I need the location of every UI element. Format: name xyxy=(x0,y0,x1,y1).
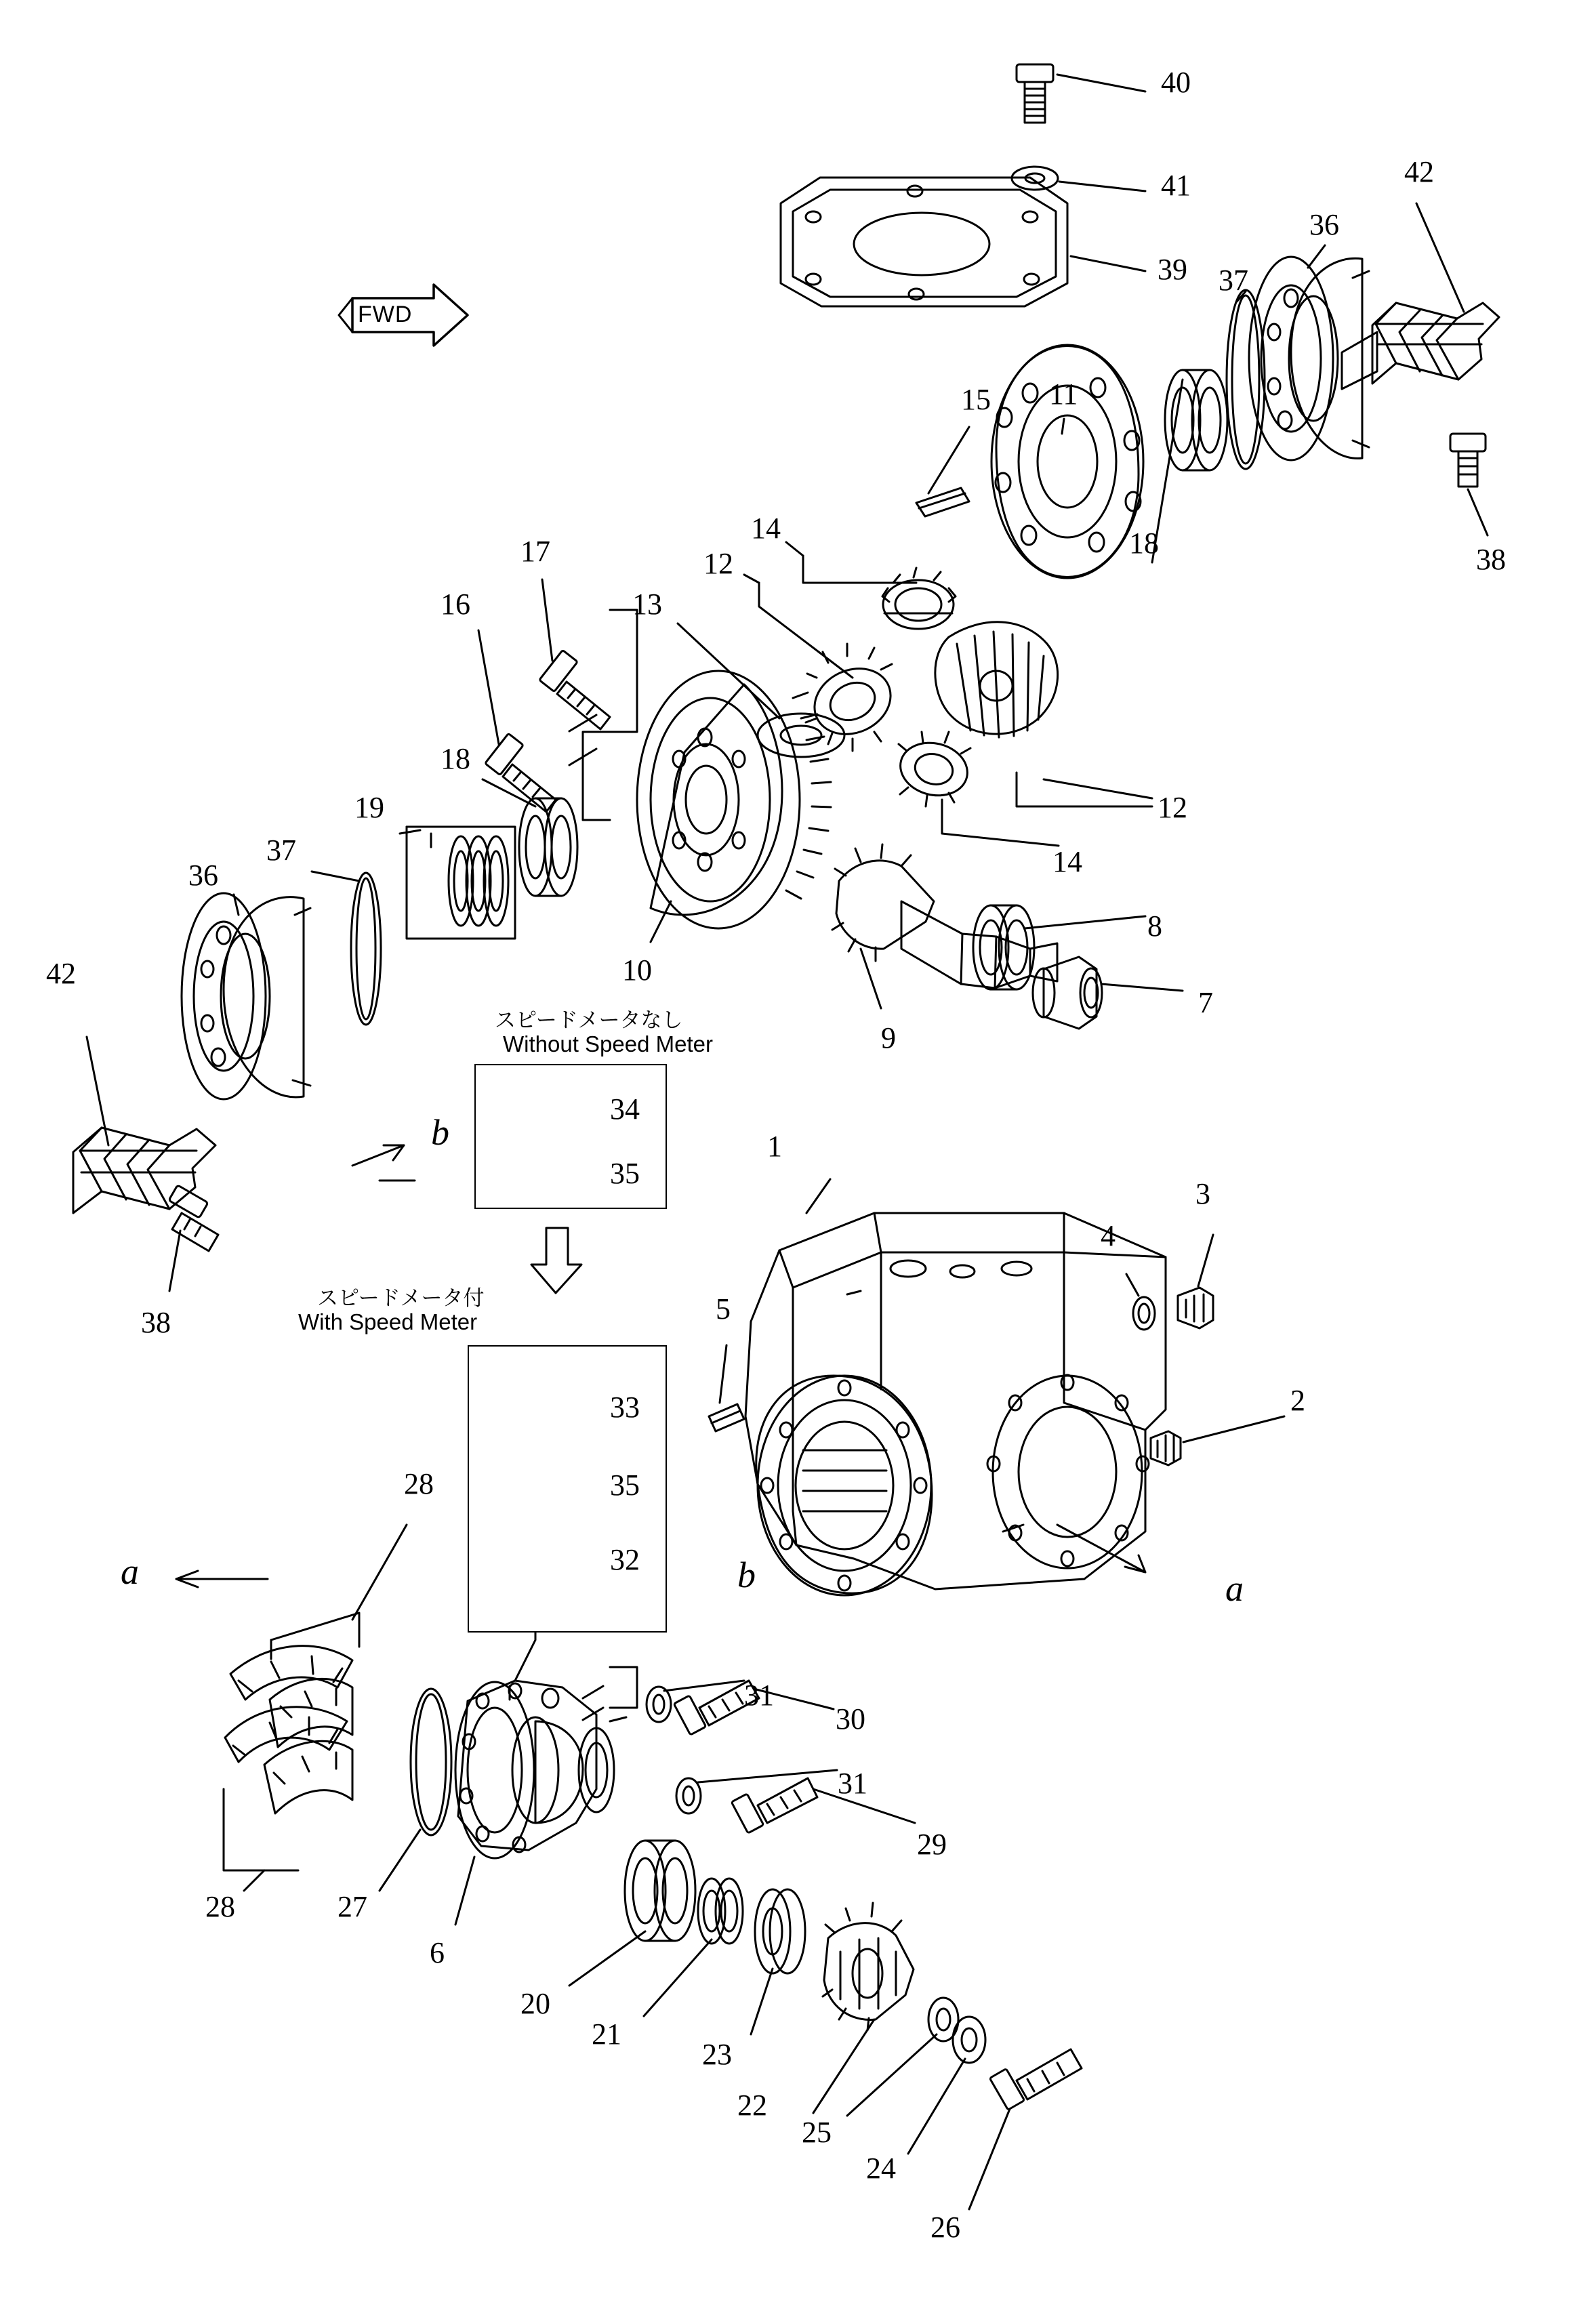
callout-35-with: 35 xyxy=(610,1469,640,1502)
callout-36-right: 36 xyxy=(1309,208,1339,241)
callout-26: 26 xyxy=(930,2211,960,2244)
callout-22: 22 xyxy=(737,2089,767,2122)
callout-14-upper: 14 xyxy=(751,512,781,545)
callout-25: 25 xyxy=(802,2116,832,2149)
callout-28-upper: 28 xyxy=(404,1467,434,1500)
callout-18-left: 18 xyxy=(441,742,470,775)
callout-17: 17 xyxy=(520,535,550,568)
callout-40: 40 xyxy=(1161,66,1191,99)
callout-38-left: 38 xyxy=(141,1306,171,1339)
callout-13: 13 xyxy=(632,588,662,621)
callout-8: 8 xyxy=(1147,909,1162,943)
callout-27: 27 xyxy=(337,1890,367,1923)
callout-24: 24 xyxy=(866,2152,896,2185)
inset-with-jp-caption: スピードメータ付 xyxy=(317,1286,485,1311)
callout-2: 2 xyxy=(1290,1384,1305,1417)
callout-5: 5 xyxy=(716,1292,731,1326)
callout-6: 6 xyxy=(430,1936,445,1969)
callout-33: 33 xyxy=(610,1391,640,1424)
callout-18-right: 18 xyxy=(1129,527,1159,560)
callout-28-lower: 28 xyxy=(205,1890,235,1923)
callout-42-left: 42 xyxy=(46,957,76,990)
callout-10: 10 xyxy=(622,953,652,987)
callout-37-right: 37 xyxy=(1219,264,1248,297)
callout-7: 7 xyxy=(1198,986,1213,1019)
callout-32: 32 xyxy=(610,1543,640,1576)
section-letter-b-lower: b xyxy=(737,1555,756,1595)
callout-39: 39 xyxy=(1158,253,1187,286)
fwd-label: FWD xyxy=(358,302,413,327)
callout-37-left: 37 xyxy=(266,834,296,867)
callout-1: 1 xyxy=(767,1130,782,1163)
callout-31-lower: 31 xyxy=(838,1767,867,1800)
callout-14-lower: 14 xyxy=(1052,845,1082,878)
callout-15: 15 xyxy=(961,383,991,416)
callout-35-without: 35 xyxy=(610,1157,640,1190)
inset-with-en-caption: With Speed Meter xyxy=(298,1309,478,1334)
callout-30: 30 xyxy=(836,1702,865,1736)
callout-19: 19 xyxy=(354,791,384,824)
callout-34: 34 xyxy=(610,1092,640,1126)
callout-42-right: 42 xyxy=(1404,155,1434,188)
callout-21: 21 xyxy=(592,2017,621,2051)
callout-38-right: 38 xyxy=(1476,543,1506,576)
callout-3: 3 xyxy=(1195,1177,1210,1210)
inset-without-jp-caption: スピードメータなし xyxy=(495,1008,683,1033)
inset-without-en-caption: Without Speed Meter xyxy=(503,1031,713,1056)
callout-11: 11 xyxy=(1049,377,1078,411)
section-letter-a-right: a xyxy=(1225,1568,1244,1609)
section-letter-a-left: a xyxy=(121,1551,139,1592)
callout-36-left: 36 xyxy=(188,859,218,892)
callout-41: 41 xyxy=(1161,169,1191,202)
callout-16: 16 xyxy=(441,588,470,621)
callout-9: 9 xyxy=(881,1021,896,1054)
callout-23: 23 xyxy=(702,2038,732,2071)
callout-12-upper: 12 xyxy=(703,547,733,580)
callout-20: 20 xyxy=(520,1987,550,2020)
callout-31-upper: 31 xyxy=(744,1679,774,1712)
callout-4: 4 xyxy=(1101,1219,1116,1252)
callout-29: 29 xyxy=(917,1828,947,1861)
callout-12-lower: 12 xyxy=(1158,791,1187,824)
section-letter-b-upper: b xyxy=(431,1112,449,1153)
